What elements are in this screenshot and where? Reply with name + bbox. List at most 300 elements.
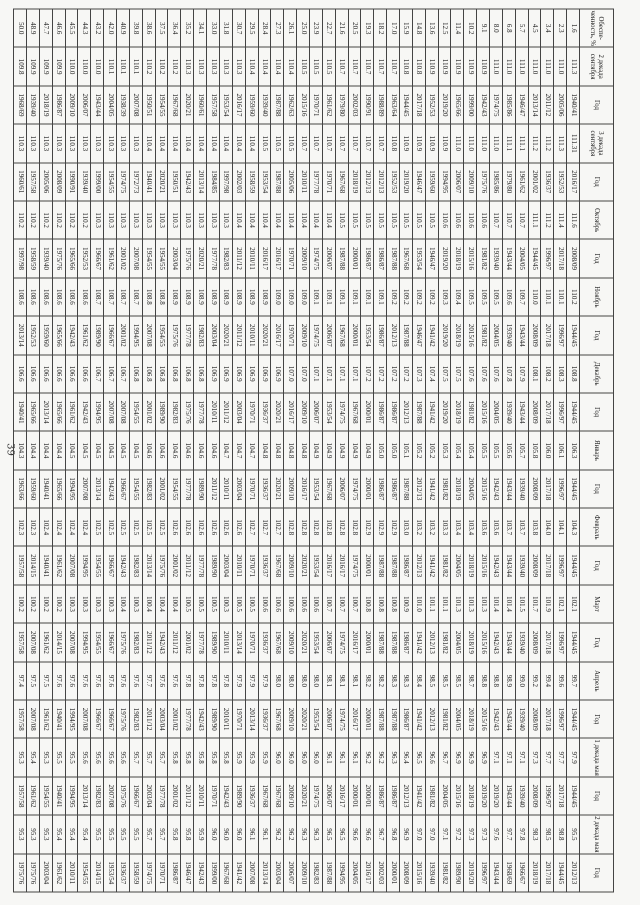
table-cell: 1959/60 <box>27 470 40 508</box>
table-cell: 2013/14 <box>194 163 207 201</box>
table-cell: 1960/61 <box>194 86 207 124</box>
table-cell: 2011/12 <box>232 239 245 277</box>
table-cell: 107.9 <box>515 355 528 393</box>
table-cell: 106.9 <box>219 355 232 393</box>
table-cell: 95.5 <box>567 815 580 853</box>
table-cell: 2011/12 <box>219 393 232 431</box>
table-cell: 1987/88 <box>271 163 284 201</box>
table-cell: 1939/40 <box>515 700 528 738</box>
table-cell: 100.3 <box>78 585 91 623</box>
table-cell: 1979/80 <box>502 163 515 201</box>
table-cell: 105.0 <box>387 431 400 469</box>
table-cell: 1982/83 <box>309 854 322 892</box>
table-cell: 105.0 <box>374 431 387 469</box>
table-cell: 44.3 <box>78 9 91 47</box>
table-cell: 1966/67 <box>104 700 117 738</box>
table-cell: 2011/12 <box>142 700 155 738</box>
table-cell: 1944/45 <box>567 393 580 431</box>
column-header: Апрель <box>580 662 614 700</box>
table-cell: 2020/21 <box>271 470 284 508</box>
column-header: Март <box>580 585 614 623</box>
table-cell: 107.5 <box>438 355 451 393</box>
table-row <box>374 9 387 892</box>
table-cell: 101.4 <box>489 585 502 623</box>
table-cell: 95.5 <box>117 815 130 853</box>
table-cell: 98.3 <box>387 662 400 700</box>
table-cell: 97.7 <box>554 738 567 776</box>
table-cell: 110.3 <box>181 47 194 85</box>
table-cell: 1982/83 <box>194 316 207 354</box>
table-cell: 96.2 <box>284 815 297 853</box>
table-cell: 102.5 <box>142 508 155 546</box>
table-cell: 101.4 <box>502 585 515 623</box>
table-cell: 110.4 <box>219 124 232 162</box>
table-cell: 104.4 <box>27 431 40 469</box>
table-cell: 1986/87 <box>374 470 387 508</box>
table-cell: 2018/19 <box>464 700 477 738</box>
table-cell: 108.6 <box>39 278 52 316</box>
table-cell: 109.6 <box>502 278 515 316</box>
table-cell: 102.6 <box>207 508 220 546</box>
table-cell: 110.4 <box>271 47 284 85</box>
table-cell: 109.8 <box>14 47 27 85</box>
table-cell: 2013/14 <box>245 700 258 738</box>
table-cell: 110.3 <box>27 124 40 162</box>
table-cell: 96.9 <box>399 815 412 853</box>
table-cell: 100.2 <box>39 585 52 623</box>
table-cell: 2015/16 <box>477 623 490 661</box>
table-cell: 111.0 <box>489 124 502 162</box>
column-header: Год <box>580 239 614 277</box>
table-cell: 104.5 <box>91 431 104 469</box>
table-cell: 1954/55 <box>155 86 168 124</box>
table-row <box>515 9 528 892</box>
table-cell: 102.5 <box>104 508 117 546</box>
table-cell: 1990/91 <box>65 163 78 201</box>
table-cell: 1986/87 <box>374 316 387 354</box>
table-cell: 1940/41 <box>567 86 580 124</box>
table-cell: 1952/53 <box>387 163 400 201</box>
table-cell: 102.3 <box>14 508 27 546</box>
table-cell: 1986/87 <box>387 393 400 431</box>
table-cell: 96.2 <box>361 738 374 776</box>
table-cell: 110.7 <box>361 124 374 162</box>
table-cell: 96.4 <box>399 738 412 776</box>
table-cell: 110.8 <box>399 47 412 85</box>
table-cell: 1970/71 <box>284 316 297 354</box>
table-cell: 110.5 <box>348 201 361 239</box>
table-cell: 1942/43 <box>194 700 207 738</box>
table-cell: 102.5 <box>155 508 168 546</box>
table-cell: 97.8 <box>207 662 220 700</box>
table-cell: 1989/90 <box>451 854 464 892</box>
table-cell: 1996/97 <box>554 470 567 508</box>
table-cell: 25.0 <box>297 9 310 47</box>
table-cell: 2000/01 <box>361 623 374 661</box>
table-cell: 2011/12 <box>207 470 220 508</box>
table-cell: 106.1 <box>554 431 567 469</box>
table-cell: 2015/16 <box>464 239 477 277</box>
table-cell: 4.5 <box>528 9 541 47</box>
table-cell: 2019/20 <box>438 393 451 431</box>
table-cell: 2007/08 <box>27 623 40 661</box>
table-cell: 110.3 <box>52 124 65 162</box>
table-cell: 2016/17 <box>335 546 348 584</box>
table-cell: 1987/88 <box>387 546 400 584</box>
table-row <box>194 9 207 892</box>
table-cell: 107.3 <box>412 355 425 393</box>
table-cell: 1954/55 <box>91 623 104 661</box>
table-cell: 36.4 <box>168 9 181 47</box>
table-cell: 1988/89 <box>374 86 387 124</box>
table-cell: 97.8 <box>194 662 207 700</box>
table-cell: 1961/62 <box>104 239 117 277</box>
table-cell: 2012/13 <box>425 700 438 738</box>
table-cell: 1982/83 <box>129 623 142 661</box>
table-cell: 1940/41 <box>52 777 65 815</box>
table-cell: 104.6 <box>207 431 220 469</box>
table-cell: 110.9 <box>438 124 451 162</box>
table-cell: 108.9 <box>207 278 220 316</box>
table-cell: 1982/83 <box>129 546 142 584</box>
table-cell: 111.4 <box>554 201 567 239</box>
table-cell: 2001/02 <box>142 393 155 431</box>
table-cell: 107.6 <box>464 355 477 393</box>
column-header: Год <box>580 546 614 584</box>
table-cell: 1986/87 <box>168 854 181 892</box>
table-cell: 97.1 <box>438 815 451 853</box>
table-cell: 2013/14 <box>528 86 541 124</box>
table-cell: 110.1 <box>541 278 554 316</box>
table-cell: 1974/75 <box>335 393 348 431</box>
table-cell: 101.7 <box>528 585 541 623</box>
table-cell: 1954/55 <box>91 546 104 584</box>
table-cell: 1986/87 <box>52 86 65 124</box>
table-cell: 2016/17 <box>348 700 361 738</box>
table-cell: 111.2 <box>541 201 554 239</box>
table-cell: 1958/59 <box>129 854 142 892</box>
table-cell: 98.5 <box>425 662 438 700</box>
table-cell: 110.7 <box>361 47 374 85</box>
table-cell: 2019/20 <box>477 777 490 815</box>
table-row <box>181 9 194 892</box>
table-cell: 1967/68 <box>258 777 271 815</box>
table-cell: 97.1 <box>502 738 515 776</box>
table-cell: 1954/55 <box>39 777 52 815</box>
table-cell: 97.6 <box>129 662 142 700</box>
table-cell: 2018/19 <box>451 393 464 431</box>
table-cell: 2006/07 <box>309 393 322 431</box>
table-cell: 95.3 <box>14 815 27 853</box>
table-cell: 109.2 <box>387 278 400 316</box>
table-cell: 110.7 <box>335 47 348 85</box>
table-cell: 110.4 <box>207 124 220 162</box>
table-cell: 108.6 <box>14 278 27 316</box>
table-cell: 2010/11 <box>65 854 78 892</box>
table-cell: 1966/67 <box>104 546 117 584</box>
table-cell: 105.7 <box>515 431 528 469</box>
table-cell: 108.3 <box>554 355 567 393</box>
table-cell: 109.1 <box>335 278 348 316</box>
table-cell: 110.5 <box>258 124 271 162</box>
table-cell: 1975/76 <box>14 854 27 892</box>
table-cell: 1975/76 <box>181 393 194 431</box>
table-cell: 96.0 <box>284 738 297 776</box>
table-cell: 1954/55 <box>129 393 142 431</box>
table-cell: 103.0 <box>399 508 412 546</box>
table-cell: 102.1 <box>554 585 567 623</box>
table-cell: 95.5 <box>91 815 104 853</box>
table-cell: 107.5 <box>451 355 464 393</box>
table-cell: 2005/06 <box>39 163 52 201</box>
table-cell: 2013/14 <box>258 854 271 892</box>
table-cell: 100.7 <box>322 585 335 623</box>
table-cell: 100.6 <box>297 585 310 623</box>
table-cell: 2015/16 <box>477 470 490 508</box>
table-row <box>78 9 91 892</box>
table-cell: 1982/83 <box>91 777 104 815</box>
table-cell: 108.9 <box>181 278 194 316</box>
table-cell: 95.9 <box>194 815 207 853</box>
table-cell: 96.0 <box>297 738 310 776</box>
table-cell: 1974/75 <box>335 700 348 738</box>
table-cell: 105.4 <box>464 431 477 469</box>
table-cell: 1967/68 <box>399 239 412 277</box>
table-cell: 96.8 <box>387 815 400 853</box>
table-cell: 102.6 <box>168 508 181 546</box>
table-cell: 103.4 <box>464 508 477 546</box>
table-cell: 2007/08 <box>245 854 258 892</box>
table-cell: 1939/40 <box>27 86 40 124</box>
table-cell: 2005/06 <box>284 163 297 201</box>
table-cell: 110.2 <box>27 201 40 239</box>
table-cell: 96.0 <box>309 738 322 776</box>
table-cell: 109.4 <box>451 278 464 316</box>
table-cell: 2004/05 <box>489 316 502 354</box>
column-header: 2 декада сентября <box>580 47 614 85</box>
table-cell: 1936/37 <box>245 777 258 815</box>
table-cell: 1963/64 <box>387 86 400 124</box>
table-cell: 106.9 <box>245 355 258 393</box>
table-cell: 1999/00 <box>91 163 104 201</box>
table-cell: 97.9 <box>258 662 271 700</box>
table-cell: 108.7 <box>117 278 130 316</box>
table-cell: 97.5 <box>27 662 40 700</box>
table-cell: 110.9 <box>425 47 438 85</box>
table-cell: 2008/09 <box>528 700 541 738</box>
table-cell: 1954/55 <box>104 163 117 201</box>
table-cell: 103.8 <box>528 508 541 546</box>
table-cell: 1960/61 <box>14 163 27 201</box>
table-cell: 110.3 <box>207 201 220 239</box>
table-cell: 1952/53 <box>27 316 40 354</box>
table-cell: 98.5 <box>438 662 451 700</box>
table-cell: 110.2 <box>155 47 168 85</box>
table-cell: 2006/07 <box>322 700 335 738</box>
table-cell: 96.1 <box>245 815 258 853</box>
table-cell: 2011/12 <box>168 623 181 661</box>
table-cell: 110.4 <box>284 47 297 85</box>
table-cell: 110.3 <box>219 47 232 85</box>
table-cell: 2004/05 <box>515 239 528 277</box>
table-cell: 111.0 <box>489 47 502 85</box>
table-cell: 1940/41 <box>52 700 65 738</box>
table-cell: 98.4 <box>412 662 425 700</box>
table-cell: 1972/73 <box>129 163 142 201</box>
table-cell: 97.8 <box>515 815 528 853</box>
table-cell: 1989/90 <box>194 470 207 508</box>
table-cell: 98.5 <box>541 815 554 853</box>
table-cell: 1981/82 <box>438 854 451 892</box>
table-cell: 102.3 <box>27 508 40 546</box>
table-cell: 103.4 <box>451 508 464 546</box>
table-cell: 42.0 <box>104 9 117 47</box>
table-cell: 1989/90 <box>207 546 220 584</box>
table-cell: 2015/16 <box>477 546 490 584</box>
table-cell: 2007/08 <box>104 777 117 815</box>
table-cell: 102.5 <box>91 508 104 546</box>
table-cell: 108.8 <box>142 278 155 316</box>
table-cell: 98.5 <box>451 662 464 700</box>
table-row <box>387 9 400 892</box>
table-cell: 2018/19 <box>39 86 52 124</box>
table-cell: 108.8 <box>567 355 580 393</box>
table-cell: 1981/82 <box>438 623 451 661</box>
table-cell: 105.1 <box>399 431 412 469</box>
table-cell: 1952/53 <box>425 86 438 124</box>
table-cell: 2016/17 <box>567 163 580 201</box>
table-cell: 1974/75 <box>335 623 348 661</box>
table-cell: 100.7 <box>335 585 348 623</box>
table-cell: 109.1 <box>309 278 322 316</box>
table-cell: 1965/66 <box>52 470 65 508</box>
column-header: Год <box>580 623 614 661</box>
table-cell: 97.4 <box>14 662 27 700</box>
table-cell: 110.9 <box>438 47 451 85</box>
table-cell: 105.6 <box>502 431 515 469</box>
table-cell: 48.9 <box>27 9 40 47</box>
table-cell: 1944/45 <box>399 86 412 124</box>
table-cell: 1981/82 <box>438 546 451 584</box>
table-cell: 1967/68 <box>335 163 348 201</box>
table-cell: 110.9 <box>399 124 412 162</box>
table-cell: 1970/71 <box>309 86 322 124</box>
table-cell: 1966/67 <box>129 777 142 815</box>
table-cell: 98.0 <box>309 662 322 700</box>
table-cell: 1970/71 <box>245 393 258 431</box>
table-cell: 107.2 <box>361 355 374 393</box>
table-cell: 97.9 <box>567 738 580 776</box>
table-row <box>168 9 181 892</box>
table-cell: 95.6 <box>117 738 130 776</box>
table-cell: 104.4 <box>39 431 52 469</box>
table-cell: 103.7 <box>515 508 528 546</box>
table-cell: 100.8 <box>387 585 400 623</box>
table-cell: 1994/95 <box>65 777 78 815</box>
table-cell: 98.9 <box>502 662 515 700</box>
table-body <box>14 9 580 892</box>
table-cell: 110.5 <box>425 201 438 239</box>
table-cell: 98.0 <box>271 662 284 700</box>
table-cell: 104.5 <box>104 431 117 469</box>
table-cell: 102.6 <box>219 508 232 546</box>
column-header: Январь <box>580 431 614 469</box>
table-cell: 1987/88 <box>387 239 400 277</box>
table-cell: 8.0 <box>489 9 502 47</box>
table-cell: 110.7 <box>515 201 528 239</box>
table-cell: 108.9 <box>168 278 181 316</box>
table-cell: 1970/71 <box>245 470 258 508</box>
table-cell: 107.4 <box>425 355 438 393</box>
table-cell: 1986/87 <box>387 777 400 815</box>
table-cell: 1996/97 <box>554 316 567 354</box>
table-cell: 100.2 <box>27 585 40 623</box>
table-cell: 99.7 <box>567 662 580 700</box>
table-cell: 2017/18 <box>541 854 554 892</box>
table-cell: 37.5 <box>155 9 168 47</box>
table-cell: 110.1 <box>554 278 567 316</box>
table-cell: 1938/39 <box>117 86 130 124</box>
table-cell: 1965/66 <box>27 393 40 431</box>
table-cell: 106.0 <box>541 431 554 469</box>
table-cell: 1996/97 <box>541 239 554 277</box>
column-header: Год <box>580 316 614 354</box>
table-cell: 2016/17 <box>335 777 348 815</box>
table-cell: 108.7 <box>104 278 117 316</box>
table-cell: 110.4 <box>194 124 207 162</box>
column-header: Год <box>580 470 614 508</box>
table-cell: 98.1 <box>335 662 348 700</box>
table-cell: 2003/04 <box>207 316 220 354</box>
table-cell: 2009/10 <box>65 86 78 124</box>
table-cell: 95.8 <box>181 738 194 776</box>
table-cell: 1965/66 <box>65 239 78 277</box>
table-cell: 1939/40 <box>425 854 438 892</box>
table-cell: 110.7 <box>374 47 387 85</box>
table-cell: 102.5 <box>129 508 142 546</box>
table-cell: 1977/78 <box>181 316 194 354</box>
table-cell: 110.1 <box>129 47 142 85</box>
table-cell: 110.3 <box>117 124 130 162</box>
table-cell: 1939/40 <box>489 239 502 277</box>
table-cell: 104.8 <box>297 431 310 469</box>
table-cell: 45.5 <box>65 9 78 47</box>
table-cell: 2020/21 <box>297 700 310 738</box>
table-cell: 109.0 <box>284 278 297 316</box>
table-cell: 10.2 <box>464 9 477 47</box>
table-cell: 2017/18 <box>554 777 567 815</box>
table-cell: 100.4 <box>155 585 168 623</box>
table-cell: 100.7 <box>348 585 361 623</box>
table-cell: 2009/10 <box>284 623 297 661</box>
table-cell: 46.6 <box>52 9 65 47</box>
table-cell: 107.2 <box>387 355 400 393</box>
table-cell: 108.9 <box>219 278 232 316</box>
table-cell: 107.6 <box>489 355 502 393</box>
table-cell: 2007/08 <box>27 700 40 738</box>
table-cell: 111.0 <box>528 47 541 85</box>
table-cell: 1981/82 <box>477 316 490 354</box>
table-cell: 2004/05 <box>451 546 464 584</box>
table-row <box>39 9 52 892</box>
table-cell: 95.8 <box>168 815 181 853</box>
table-cell: 100.3 <box>65 585 78 623</box>
table-row <box>335 9 348 892</box>
table-cell: 2010/11 <box>219 700 232 738</box>
table-cell: 1994/95 <box>335 854 348 892</box>
table-cell: 110.4 <box>181 124 194 162</box>
table-cell: 2014/15 <box>27 546 40 584</box>
